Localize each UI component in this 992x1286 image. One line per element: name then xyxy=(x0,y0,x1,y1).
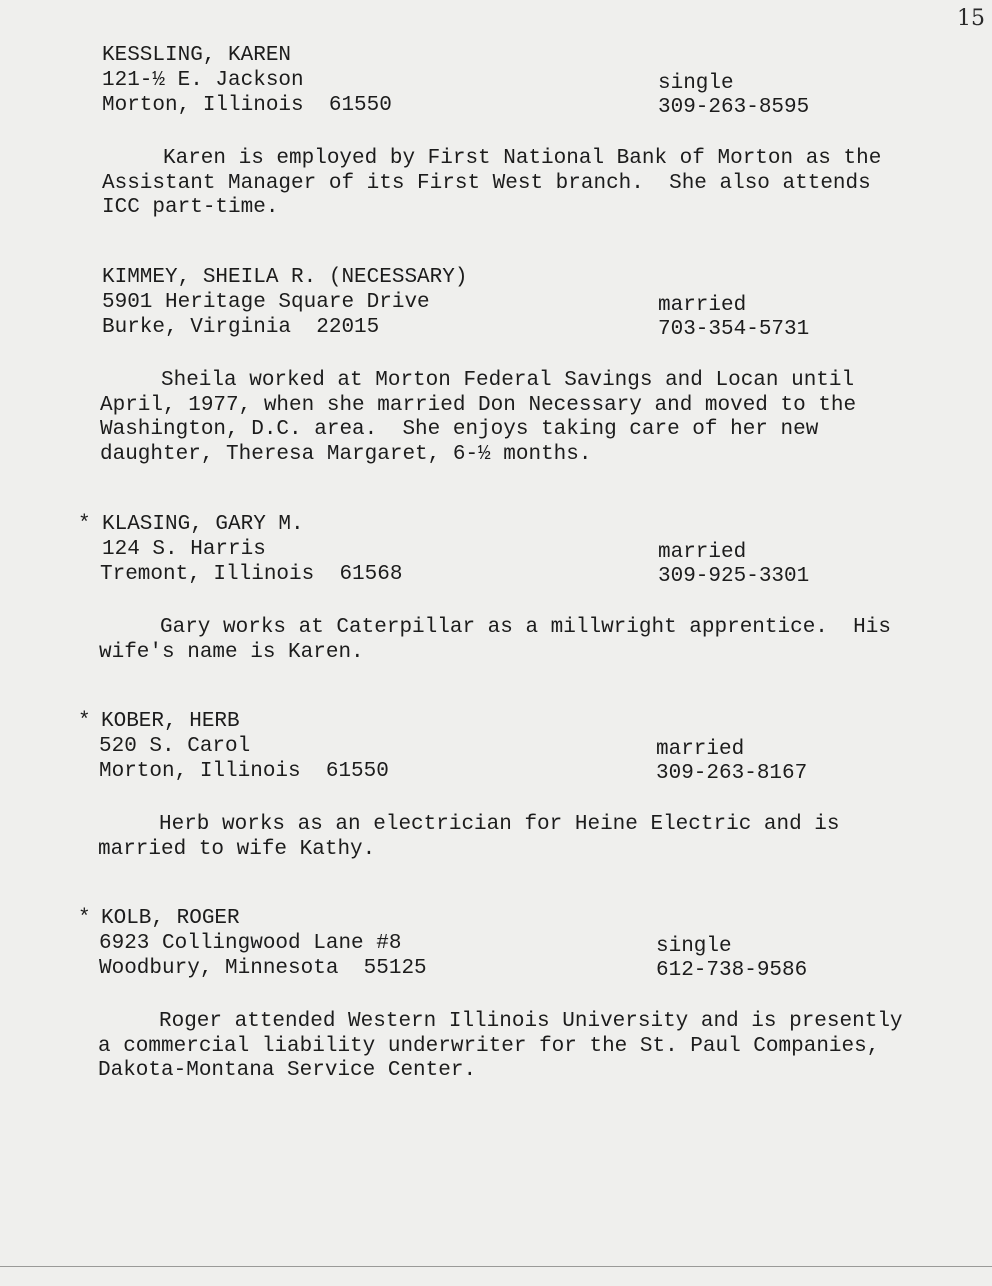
entry-name: KOBER, HERB xyxy=(101,710,240,733)
entry-street-address: 6923 Collingwood Lane #8 xyxy=(99,932,402,955)
entry-city-state-zip: Morton, Illinois 61550 xyxy=(99,760,389,783)
bio-line: Gary works at Caterpillar as a millwright apprentice. His xyxy=(160,616,891,639)
bio-line: a commercial liability underwriter for the St. Paul Companies, xyxy=(98,1034,880,1058)
entry-name: KOLB, ROGER xyxy=(101,907,240,930)
entry-street-address: 121-½ E. Jackson xyxy=(102,69,304,92)
bio-line: Assistant Manager of its First West branch. She also attends xyxy=(102,171,871,195)
entry-city-state-zip: Burke, Virginia 22015 xyxy=(102,316,380,339)
entry-street-address: 520 S. Carol xyxy=(99,735,251,758)
entry-city-state-zip: Morton, Illinois 61550 xyxy=(102,94,392,117)
entry-name: KLASING, GARY M. xyxy=(102,513,304,536)
entry-marker: * xyxy=(78,710,91,733)
entry-marital-status: married xyxy=(658,294,747,317)
entry-phone: 309-263-8167 xyxy=(656,762,808,785)
bio-line: Herb works as an electrician for Heine Electric and is xyxy=(159,813,840,836)
entry-bio xyxy=(98,813,898,862)
entry-city-state-zip: Woodbury, Minnesota 55125 xyxy=(99,957,427,980)
entry-name: KIMMEY, SHEILA R. (NECESSARY) xyxy=(102,266,468,289)
bio-line: April, 1977, when she married Don Necessary and moved to the xyxy=(100,393,857,417)
bio-line: Sheila worked at Morton Federal Savings and Locan until xyxy=(161,369,855,392)
entry-marital-status: single xyxy=(658,72,734,95)
entry-bio xyxy=(98,1010,903,1084)
entry-marker: * xyxy=(78,907,91,930)
bio-line: daughter, Theresa Margaret, 6-½ months. xyxy=(100,442,592,466)
entry-phone: 309-263-8595 xyxy=(658,96,810,119)
entry-bio xyxy=(102,147,902,221)
entry-marital-status: married xyxy=(658,541,747,564)
entry-marital-status: married xyxy=(656,738,745,761)
entry-phone: 309-925-3301 xyxy=(658,565,810,588)
entry-bio xyxy=(99,616,899,665)
bio-line: Karen is employed by First National Bank of Morton as the xyxy=(163,147,882,170)
page-number: 15 xyxy=(957,6,985,31)
entry-marker: * xyxy=(78,513,91,536)
page-bottom-edge xyxy=(0,1266,992,1267)
entry-bio xyxy=(100,369,900,467)
entry-marital-status: single xyxy=(656,935,732,958)
entry-phone: 703-354-5731 xyxy=(658,318,810,341)
entry-city-state-zip: Tremont, Illinois 61568 xyxy=(100,563,403,586)
bio-line: Dakota-Montana Service Center. xyxy=(98,1059,477,1082)
entry-street-address: 5901 Heritage Square Drive xyxy=(102,291,430,314)
entry-street-address: 124 S. Harris xyxy=(102,538,266,561)
entry-phone: 612-738-9586 xyxy=(656,959,808,982)
entry-name: KESSLING, KAREN xyxy=(102,44,292,67)
bio-line: wife's name is Karen. xyxy=(99,640,364,664)
bio-line: ICC part-time. xyxy=(102,196,279,219)
bio-line: married to wife Kathy. xyxy=(98,837,376,861)
bio-line: Roger attended Western Illinois University and is presently xyxy=(159,1010,903,1033)
bio-line: Washington, D.C. area. She enjoys taking care of her new xyxy=(100,418,819,441)
